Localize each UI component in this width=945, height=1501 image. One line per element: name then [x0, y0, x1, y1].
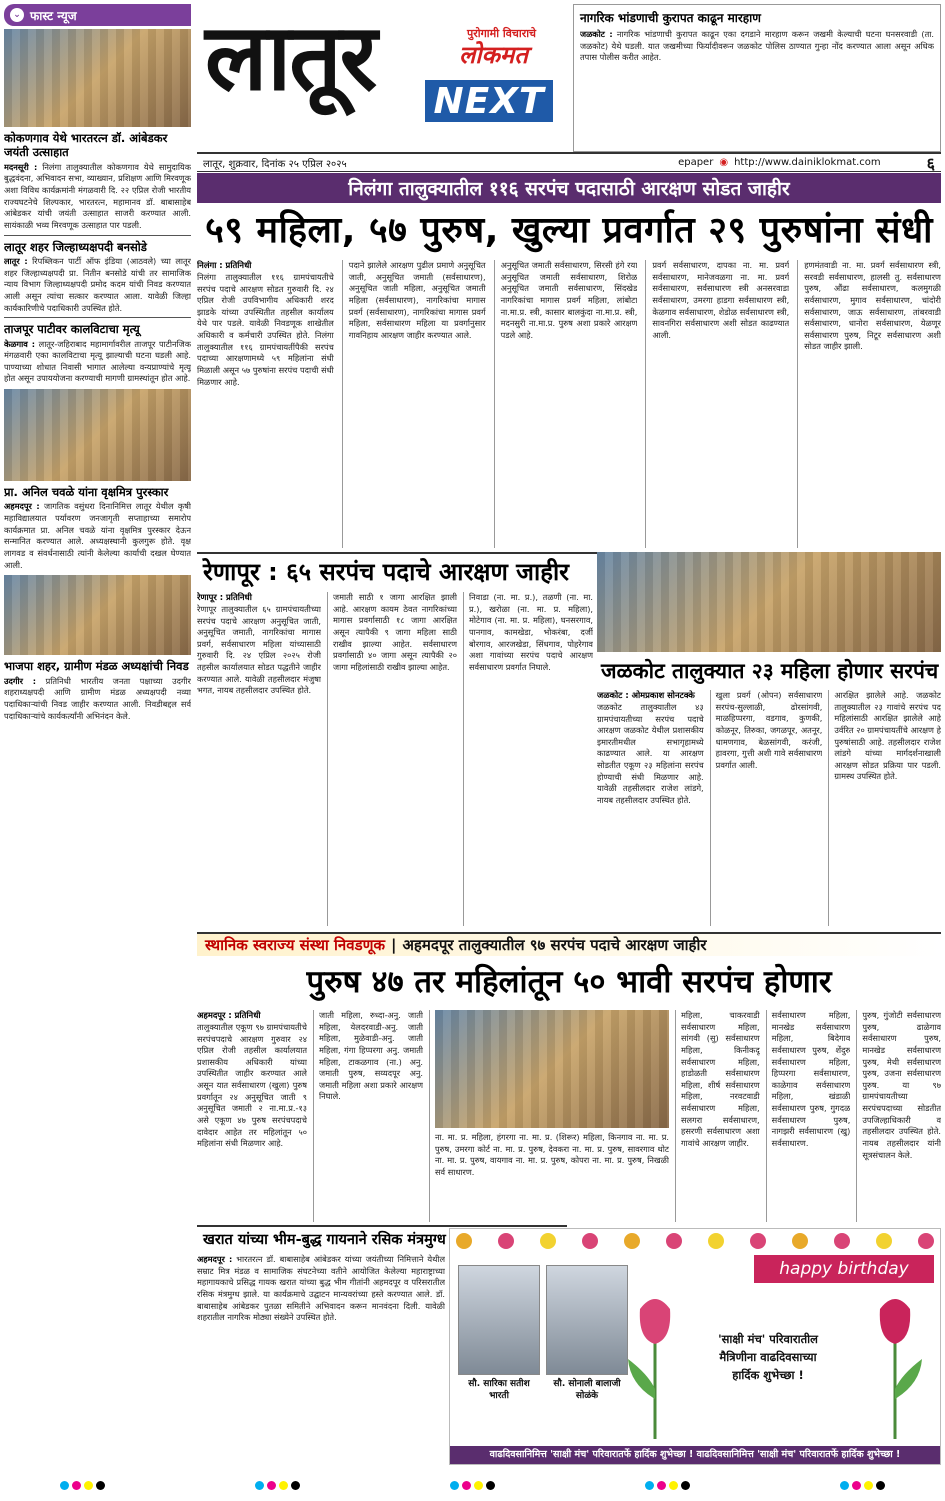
left-headline: लातूर शहर जिल्हाध्यक्षपदी बनसोडे — [4, 239, 147, 254]
story4-kicker-red: स्थानिक स्वराज्य संस्था निवडणूक — [205, 936, 385, 954]
flower-icon — [792, 1233, 808, 1249]
story1-kicker: निलंगा तालुक्यातील ११६ सरपंच पदासाठी आरक्षण सोडत जाहीर — [197, 173, 941, 203]
meeting-photo — [597, 552, 941, 652]
flower-icon — [456, 1233, 472, 1249]
meeting-photo — [435, 1010, 669, 1128]
left-body: प्रतिनिधी भारतीय जनता पक्षाच्या उदगीर शहराध्यक्षपदी आणि ग्रामीण मंडळ अध्यक्षपदी नव्या पदाधिकाऱ्यांची निवड जाहीर करण्यात आली. निवडीबद्दल सर्व पदाधिकाऱ्यांचे कार्यकर्त्यांनी अभिनंदन केले. — [4, 675, 191, 721]
person-photo — [458, 1265, 540, 1375]
story4-body — [197, 1010, 941, 1222]
news-photo — [4, 29, 191, 127]
flower-icon — [498, 1233, 514, 1249]
story4-photo-col — [429, 1010, 669, 1222]
flower-border — [456, 1233, 934, 1253]
flower-icon — [666, 1233, 682, 1249]
story3-col: जळकोट तालुक्यातील ४३ ग्रामपंचायतीच्या सरपंच पदाचे आरक्षण जळकोट येथील प्रशासकीय इमारतीमधील सभागृहामध्ये काढण्यात आले. या आरक्षण सोडतीत एकूण २३ महिलांना सरपंच होण्याची संधी मिळणार आहे. यावेळी तहसीलदार राजेश लांडगे, नायब तहसीलदार उपस्थित होते. — [597, 701, 704, 806]
tulip-icon — [860, 1289, 930, 1439]
left-body: रिपब्लिकन पार्टी ऑफ इंडिया (आठवले) च्या लातूर शहर जिल्हाध्यक्षपदी प्रा. नितीन बनसोडे यांची तर सामाजिक न्याय विभाग जिल्हाध्यक्षपदी प्रमोद कदम यांची निवड करण्यात आली असून त्यांचा सत्कार करण्यात आला. यावेळी जिल्हा कार्यकारिणीचे पदाधिकारी उपस्थित होते. — [4, 255, 191, 313]
left-byline: उदगीर : — [4, 675, 37, 686]
story2-body — [197, 592, 593, 926]
flower-icon — [624, 1233, 640, 1249]
story4-headline: पुरुष ४७ तर महिलांतून ५० भावी सरपंच होणार — [306, 964, 832, 1000]
top-byline: जळकोट : — [580, 29, 613, 39]
color-registration-marks — [0, 1470, 945, 1501]
logo-tagline: पुरोगामी विचाराचे — [467, 27, 537, 40]
logo-paper: लोकमत — [459, 41, 528, 69]
divider — [4, 235, 191, 236]
fast-news-header — [4, 4, 191, 26]
left-byline: अहमदपूर : — [4, 501, 40, 512]
person-photo — [546, 1265, 628, 1375]
story3-col: खुला प्रवर्ग (ओपन) सर्वसाधारण सरपंच-सुल्लाळी, ढोरसांगवी, माळहिप्परगा, वडगाव, कुणकी, कोळनूर, तिरुका, जगळपूर, अतनूर, धामणगाव, बेळसांगवी, करंजी, हावरगा, गुत्ती अशी गावे सर्वसाधारण प्रवर्गात आली. — [710, 690, 823, 926]
birthday-message: 'साक्षी मंच' परिवारातील मैत्रिणीना वाढदिवसाच्या हार्दिक शुभेच्छा ! — [718, 1332, 818, 1382]
story1-col: प्रवर्ग सर्वसाधारण, दापका ना. मा. प्रवर्ग सर्वसाधारण, मानेजवळगा ना. मा. प्रवर्ग सर्वसाधारण, सर्वसाधारण स्त्री अनसरवाडा सर्वसाधारण, उमरगा हाडगा सर्वसाधारण स्त्री, केळगाव सर्वसाधारण, शेडोळ सर्वसाधारण स्त्री, सावनगिरा सर्वसाधारण अशी सोडत काढण्यात आली. — [645, 260, 789, 548]
story3-headline: जळकोट तालुक्यात २३ महिला होणार सरपंच — [601, 659, 939, 683]
birthday-ad — [449, 1228, 941, 1465]
news-photo — [4, 389, 191, 481]
story2-headline: रेणापूर : ६५ सरपंच पदाचे आरक्षण जाहीर — [197, 552, 597, 588]
left-byline: लातूर : — [4, 255, 28, 266]
flower-icon — [582, 1233, 598, 1249]
story5-byline: अहमदपूर : — [197, 1254, 233, 1264]
logo-next: NEXT — [425, 80, 553, 122]
dateline: लातूर, शुक्रवार, दिनांक २५ एप्रिल २०२५ — [203, 158, 347, 170]
left-body: लातूर-जहिराबाद महामार्गावरील ताजपूर पाटीनजिक मंगळवारी एका कालविटाचा मृत्यू झाल्याची घटना घडली आहे. पाण्याच्या शोधात निवासी भागात आलेल्या वन्यप्राण्यांचे मृत्यू होत असून उपाययोजना करण्याची मागणी ग्रामस्थांतून होत आहे. — [4, 338, 191, 384]
story3-body — [597, 690, 941, 926]
page-number: ६ — [926, 153, 935, 173]
story1-body — [197, 260, 941, 548]
epaper-link[interactable]: http://www.dainiklokmat.com — [734, 157, 881, 168]
left-headline: ताजपूर पाटीवर कालविटाचा मृत्यू — [4, 322, 140, 337]
story5-headline: खरात यांच्या भीम-बुद्ध गायनाने रसिक मंत्रमुग्ध — [197, 1225, 567, 1251]
divider — [4, 317, 191, 318]
story2-byline: रेणापूर : प्रतिनिधी — [197, 592, 252, 602]
story1-col: अनुसूचित जमाती सर्वसाधारण, सिरसी हंगे रया अनुसूचित जमाती सर्वसाधारण, शिरोळ अनुसूचित जमाती सर्वसाधारण, सिंदखेड नागरिकांचा मागास प्रवर्ग महिला, लांबोटा ना.मा.प्र. स्त्री, कासार बालकुंदा ना.मा.प्र. स्त्री, मदनसुरी ना.मा.प्र. पुरुष अशा प्रकारे आरक्षण पडले आहे. — [494, 260, 638, 548]
left-body: जागतिक वसुंधरा दिनानिमित्त लातूर येथील कृषी महाविद्यालयात पर्यावरण जनजागृती सप्ताहाच्या समारोप कार्यक्रमात प्रा. अनिल चवळे यांना वृक्षमित्र पुरस्कार देऊन सन्मानित करण्यात आले. अध्यक्षस्थानी कुलगुरू होते. वृक्ष लागवड व संवर्धनासाठी त्यांनी केलेल्या कार्याची दखल घेण्यात आली. — [4, 501, 191, 570]
story5-text: भारतरत्न डॉ. बाबासाहेब आंबेडकर यांच्या जयंतीच्या निमित्ताने येथील सम्राट मित्र मंडळ व सामाजिक संघटनेच्या वतीने आयोजित केलेल्या महाराष्ट्राच्या महागायकाचे प्रसिद्ध गायक खरात यांच्या बुद्ध भीम गीतांनी अहमदपूर व परिसरातील रसिक मंत्रमुग्ध झाले. या कार्यक्रमाचे उद्घाटन मान्यवरांच्या हस्ते करण्यात आले. डॉ. बाबासाहेब आंबेडकर पुतळा समितीने अभिवादन करून मानवंदना दिली. यावेळी शहरातील नागरिक मोठ्या संख्येने उपस्थित होते. — [197, 1254, 445, 1323]
globe-icon: ◉ — [719, 157, 729, 168]
story4-col: जाती महिला, रुध्दा-अनु. जाती महिला, येलदरवाडी-अनु. जाती महिला, मुळेवाडी-अनु. जाती महिला, गंगा हिप्परगा अनु. जमाती महिला, टाकळगाव (ना.) अनु. जमाती पुरुष, सय्यदपूर अनु. जमाती महिला अशा प्रकारे आरक्षण निघाले. — [313, 1010, 423, 1222]
left-headline: प्रा. अनिल चवळे यांना वृक्षमित्र पुरस्कार — [4, 485, 169, 500]
story4-byline: अहमदपूर : प्रतिनिधी — [197, 1010, 261, 1020]
fast-news-label: फास्ट न्यूज — [30, 8, 77, 23]
flower-icon — [708, 1233, 724, 1249]
logo-main: लातूर — [205, 4, 376, 111]
story3-byline: जळकोट : ओमप्रकाश सोनटक्के — [597, 690, 695, 700]
story4-kicker: स्थानिक स्वराज्य संस्था निवडणूक | अहमदपूर तालुक्यातील ९७ सरपंच पदाचे आरक्षण जाहीर — [197, 932, 941, 956]
birthday-footer: वाढदिवसानिमित्त 'साक्षी मंच' परिवारातर्फे हार्दिक शुभेच्छा ! वाढदिवसानिमित्त 'साक्षी मंच' परिवारातर्फे हार्दिक शुभेच्छा ! — [450, 1446, 940, 1464]
top-news-box — [573, 4, 941, 152]
chevron-down-icon: ⌄ — [10, 8, 24, 22]
left-byline: मदनसूरी : — [4, 161, 38, 172]
flower-icon — [540, 1233, 556, 1249]
story2-col: रेणापूर तालुक्यातील ६५ ग्रामपंचायतीच्या सरपंच पदाचे आरक्षण अनुसूचित जाती, अनुसूचित जमाती, नागरिकांचा मागास प्रवर्ग, सर्वसाधारण महिला यांच्यासाठी गुरुवारी दि. २४ एप्रिल २०२५ रोजी तहसील कार्यालयात सोडत पद्धतीने जाहीर करण्यात आले. यावेळी तहसीलदार मंजुषा भगत, नायब तहसीलदार उपस्थित होते. — [197, 603, 321, 696]
story1-col: हणमंतवाडी ना. मा. प्रवर्ग सर्वसाधारण स्त्री, सरवडी सर्वसाधारण, हालसी तु. सर्वसाधारण पुरुष, औंढा सर्वसाधारण, कलमुगळी सर्वसाधारण, मुगाव सर्वसाधारण, चांदोरी सर्वसाधारण, जाऊ सर्वसाधारण, तांबरवाडी सर्वसाधारण, धानोरा सर्वसाधारण, येळणूर सर्वसाधारण पुरुष, निटूर सर्वसाधारण अशी सोडत जाहीर झाली. — [797, 260, 941, 548]
story2-col: जमाती साठी १ जागा आरक्षित झाली आहे. आरक्षण कायम ठेवत नागरिकांच्या मागास प्रवर्गासाठी १८ जागा आरक्षित असून त्यापैकी ९ जागा महिला साठी राखीव झाल्या आहेत. सर्वसाधारण प्रवर्गासाठी ४० जागा असून त्यापैकी २० जागा महिलांसाठी राखीव झाल्या आहेत. — [327, 592, 457, 926]
tulip-icon — [620, 1289, 690, 1439]
flower-icon — [834, 1233, 850, 1249]
flower-icon — [750, 1233, 766, 1249]
epaper-label: epaper — [678, 157, 714, 168]
left-column — [4, 4, 191, 1465]
person-name: सौ. सारिका सतीश भारती — [468, 1379, 530, 1401]
left-body: निलंगा तालुक्यातील कोकणगाव येथे सामुदायिक बुद्धवंदना, अभिवादन सभा, व्याख्यान, प्रशिक्षण आणि मिरवणूक अशा विविध कार्यक्रमांनी मंगळवारी दि. २२ एप्रिल रोजी भारतीय राज्यघटनेचे शिल्पकार, भारतरत्न, महामानव डॉ. बाबासाहेब आंबेडकर यांची जयंती उत्साहात साजरी करण्यात आली. सायंकाळी भव्य मिरवणूक उत्साहात पार पडली. — [4, 161, 191, 230]
story1-col: पदाने झालेले आरक्षण पुढील प्रमाणे अनुसूचित जाती, अनुसूचित जमाती (सर्वसाधारण), अनुसूचित जाती महिला, अनुसूचित जमाती महिला (सर्वसाधारण), नागरिकांचा मागास प्रवर्ग (सर्वसाधारण), नागरिकांचा मागास प्रवर्ग महिला, सर्वसाधारण महिला या प्रवर्गानुसार गावनिहाय आरक्षण जाहीर करण्यात आले. — [342, 260, 486, 548]
story4-col: तालुक्यातील एकूण ९७ ग्रामपंचायतीचे सरपंचपदाचे आरक्षण गुरुवार २४ एप्रिल रोजी तहसील कार्यालयात प्रशासकीय अधिकारी यांच्या उपस्थितीत जाहीर करण्यात आले असून यात सर्वसाधारण (खुला) पुरुष प्रवर्गातून २४ अनुसूचित जाती ९ अनुसूचित जमाती २ ना.मा.प्र.-१३ असे एकूण ४७ पुरुष सरपंचपदाचे दावेदार आहेत तर महिलांतून ५० महिलांना संधी मिळणार आहे. — [197, 1021, 307, 1149]
left-headline: भाजपा शहर, ग्रामीण मंडळ अध्यक्षांची निवड — [4, 659, 189, 674]
news-photo — [4, 575, 191, 655]
story4-col: सर्वसाधारण महिला, मानखेड सर्वसाधारण महिला, बिदेगाव सर्वसाधारण पुरुष, शेंदुरु सर्वसाधारण महिला, हिप्परगा सर्वसाधारण, काळेगाव सर्वसाधारण महिला, खंडाळी सर्वसाधारण पुरुष, गुगदळ सर्वसाधारण पुरुष, नागझरी सर्वसाधारण (खु) सर्वसाधारण. — [766, 1010, 851, 1222]
flower-icon — [876, 1233, 892, 1249]
birthday-banner: happy birthday — [754, 1255, 934, 1283]
story4-col: पुरुष, गुंजोटी सर्वसाधारण पुरुष, ढाळेगाव सर्वसाधारण पुरुष, मानखेड सर्वसाधारण पुरुष, मेथी सर्वसाधारण पुरुष, उजना सर्वसाधारण पुरुष. या ९७ ग्रामपंचायतीच्या सरपंचपदाच्या सोडतीत उपजिल्हाधिकारी व तहसीलदार उपस्थित होते. नायब तहसीलदार यांनी सूत्रसंचालन केले. — [856, 1010, 941, 1222]
story4-col: ना. मा. प्र. महिला, हंगरगा ना. मा. प्र. (शिरूर) महिला, किनगाव ना. मा. प्र. पुरुष, उमरगा कोर्ट ना. मा. प्र. पुरुष, देवकरा ना. मा. प्र. पुरुष, सावरगाव थोट ना. मा. प्र. पुरुष, वायगाव ना. मा. प्र. पुरुष, कोपरा ना. मा. प्र. पुरुष, निखळी सर्व साधारण. — [435, 1132, 669, 1177]
left-byline: केळगाव : — [4, 338, 35, 349]
story2-col: निवाडा (ना. मा. प्र.), तळणी (ना. मा. प्र.), खरोळा (ना. मा. प्र. महिला), मोटेगाव (ना. मा. प्र. महिला), घनसरगाव, पानगाव, कामखेडा, भोकरंबा, दर्जी बोरगाव, आरजखेडा, सिंधगाव, पोहरेगाव अशा गावांच्या सरपंच पदाचे आरक्षण सर्वसाधारण प्रवर्गात निघाले. — [463, 592, 593, 926]
story1-headline: ५९ महिला, ५७ पुरुष, खुल्या प्रवर्गात २९ पुरुषांना संधी — [205, 210, 933, 251]
masthead-logo — [197, 4, 567, 152]
story1-byline: निलंगा : प्रतिनिधी — [197, 260, 252, 270]
left-headline: कोकणगाव येथे भारतरत्न डॉ. आंबेडकर जयंती उत्साहात — [4, 131, 168, 160]
story3-col: आरक्षित झालेले आहे. जळकोट तालुक्यातील २३ गावांचे सरपंच पद महिलांसाठी आरक्षित झालेले आहे उर्वरित २० ग्रामपंचायतींचे आरक्षण हे पुरुषांसाठी आहे. तहसीलदार राजेश लांडगे यांच्या मार्गदर्शनाखाली आरक्षण सोडत प्रक्रिया पार पडली. ग्रामस्थ उपस्थित होते. — [828, 690, 941, 926]
story4-col: महिला, चाकरवाडी सर्वसाधारण महिला, सांगवी (सु) सर्वसाधारण महिला, किनीकदू सर्वसाधारण महिला, हाडोळती सर्वसाधारण महिला, शीर्ष सर्वसाधारण महिला, नरवटवाडी सर्वसाधारण महिला, सलगरा सर्वसाधारण, हसरणी सर्वसाधारण अशा गावांचे आरक्षण जाहीर. — [675, 1010, 760, 1222]
story4-kicker-text: अहमदपूर तालुक्यातील ९७ सरपंच पदाचे आरक्षण जाहीर — [402, 936, 707, 954]
top-body: नागरिक भांडणाची कुरापत काढून एका दगडाने मारहाण करून जखमी केल्याची घटना घनसरवाडी (ता. जळकोट) येथे घडली. यात जखमीच्या फिर्यादीवरून जळकोट पोलिस ठाण्यात गुन्हा नोंद करण्यात आला असून अधिक तपास पोलीस करीत आहेत. — [580, 29, 934, 63]
story1-col: निलंगा तालुक्यातील ११६ ग्रामपंचायतीचे सरपंच पदाचे आरक्षण सोडत गुरुवारी दि. २४ एप्रिल रोजी उपविभागीय अधिकारी शरद झाडके यांच्या उपस्थितीत तहसील कार्यालय येथे पार पडले. यावेळी निवडणूक शाखेतील अधिकारी व कर्मचारी उपस्थित होते. निलंगा तालुक्यातील ११६ ग्रामपंचायतींपैकी सरपंच पदाच्या आरक्षणामध्ये ५९ महिलांना संधी मिळाली असून ५७ पुरुषांना सरपंच पदाची संधी मिळणार आहे. — [197, 271, 334, 387]
person-name: सौ. सोनाली बालाजी सोळंके — [553, 1379, 621, 1401]
story5-body — [197, 1254, 445, 1464]
flower-icon — [918, 1233, 934, 1249]
top-headline: नागरिक भांडणाची कुरापत काढून मारहाण — [580, 11, 761, 25]
dateline-bar — [197, 152, 941, 172]
